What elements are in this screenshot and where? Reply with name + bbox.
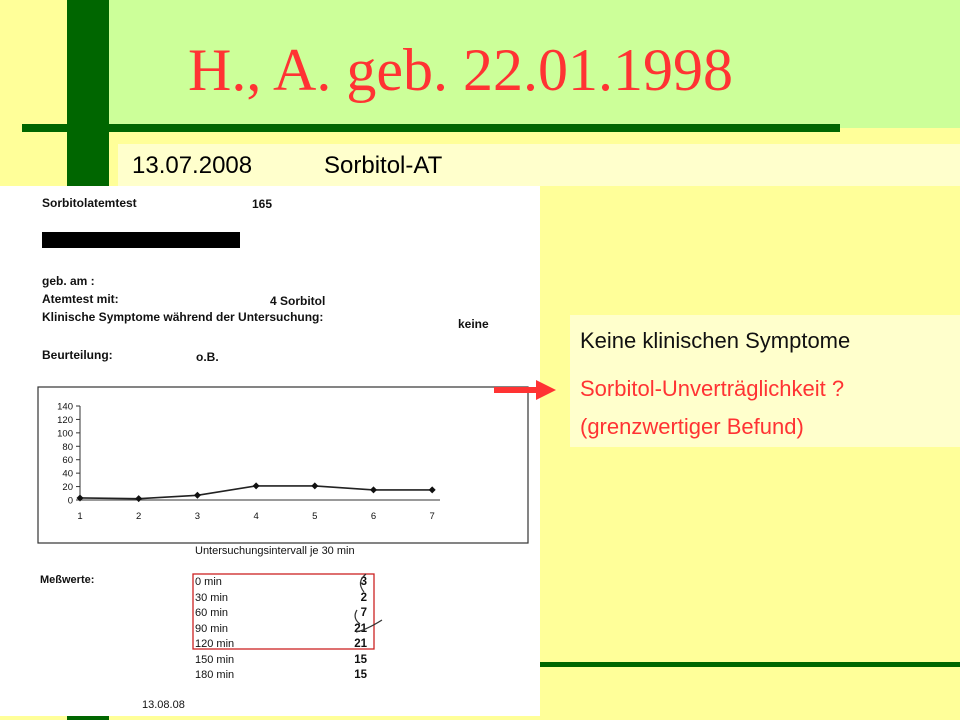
x-tick-label: 4: [253, 511, 259, 522]
measurement-value: 15: [354, 653, 367, 666]
breath-test-label: Atemtest mit:: [42, 292, 119, 306]
handwritten-mark-lower: [355, 607, 382, 632]
horizontal-green-line: [22, 124, 840, 132]
measurements-label: Meßwerte:: [40, 574, 95, 586]
report-id: 165: [252, 197, 273, 211]
measurement-time: 0 min: [195, 576, 222, 588]
measurement-time: 90 min: [195, 622, 229, 635]
symptoms-label: Klinische Symptome während der Untersuchung:: [42, 310, 324, 324]
breath-test-value: 4 Sorbitol: [270, 294, 326, 308]
measurement-value: 7: [360, 607, 367, 619]
measurement-value: 2: [360, 591, 367, 604]
footer-date: 13.08.08: [142, 699, 185, 711]
x-tick-label: 3: [194, 511, 201, 522]
info-borderline: (grenzwertiger Befund): [580, 414, 804, 439]
y-tick-label: 0: [67, 495, 73, 507]
report-header: Sorbitolatemtest: [42, 196, 137, 210]
y-tick-label: 60: [62, 455, 73, 467]
symptoms-value: keine: [458, 317, 489, 331]
y-tick-label: 20: [62, 482, 73, 494]
y-tick-label: 140: [57, 401, 73, 413]
measurement-time: 60 min: [195, 607, 229, 619]
y-tick-label: 80: [62, 441, 73, 453]
measurement-value: 21: [354, 622, 367, 635]
scanned-report: [0, 186, 540, 716]
test-date: 13.07.2008: [132, 152, 253, 179]
test-name: Sorbitol-AT: [324, 152, 443, 179]
x-axis-label: Untersuchungsintervall je 30 min: [195, 545, 355, 557]
assessment-label: Beurteilung:: [42, 348, 113, 362]
x-tick-label: 2: [136, 511, 142, 522]
slide-title: H., A. geb. 22.01.1998: [188, 37, 733, 103]
assessment-value: o.B.: [196, 350, 219, 364]
x-tick-label: 5: [312, 511, 318, 522]
x-tick-label: 7: [429, 511, 435, 522]
annotation-overlay: [0, 186, 540, 716]
bottom-green-line: [540, 662, 960, 667]
measurement-time: 30 min: [195, 591, 229, 604]
arrow-right-icon: [494, 378, 556, 402]
info-intolerance: Sorbitol-Unverträglichkeit ?: [580, 376, 845, 401]
measurement-time: 150 min: [195, 653, 235, 666]
measurement-time: 180 min: [195, 669, 235, 681]
info-no-symptoms: Keine klinischen Symptome: [580, 328, 851, 353]
y-tick-label: 40: [62, 468, 73, 480]
handwritten-mark-upper: [360, 574, 366, 592]
measurement-value: 3: [360, 576, 367, 588]
measurement-value: 21: [354, 638, 367, 650]
born-label: geb. am :: [42, 274, 95, 288]
y-tick-label: 100: [57, 428, 73, 440]
measurement-value: 15: [354, 669, 367, 681]
x-tick-label: 1: [77, 511, 83, 522]
y-tick-label: 120: [57, 414, 73, 426]
measurement-highlight-box: [193, 574, 374, 649]
x-tick-label: 6: [370, 511, 377, 522]
measurement-time: 120 min: [195, 638, 235, 650]
